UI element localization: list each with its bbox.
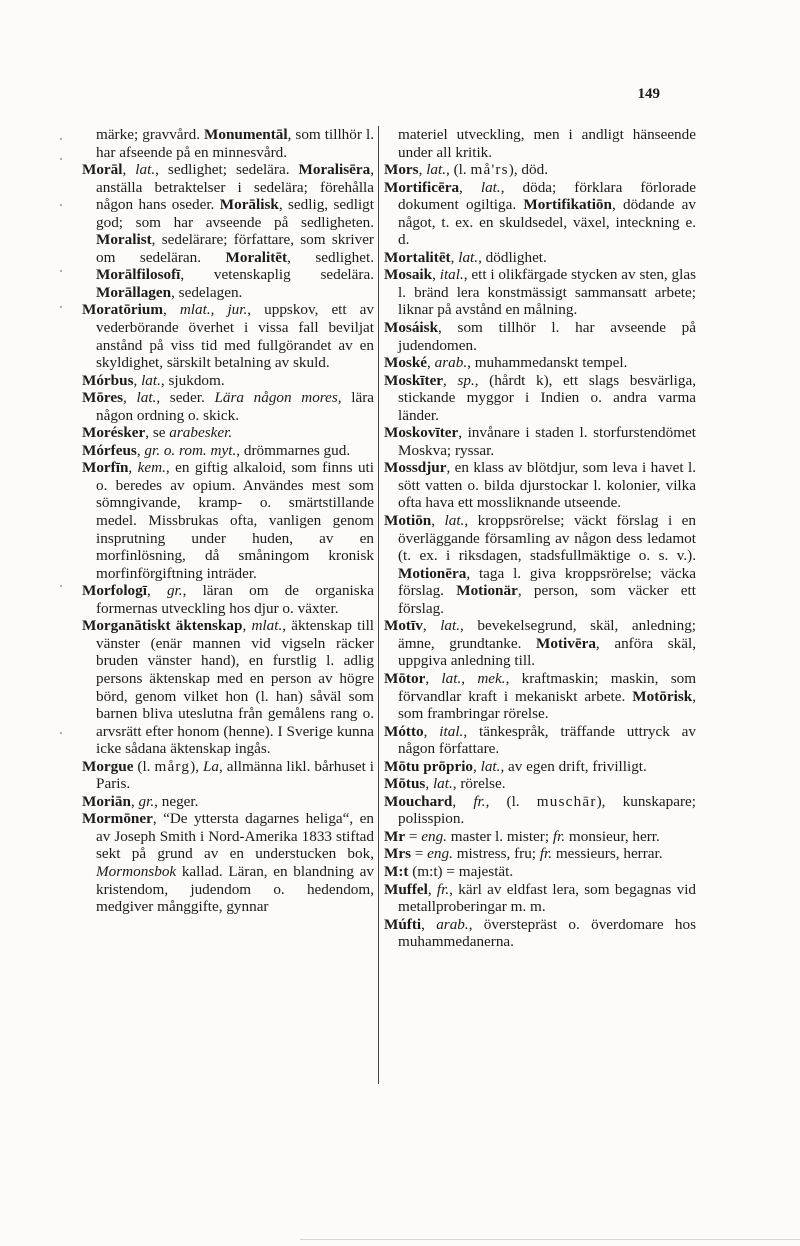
- entry-italic: lat.: [480, 757, 501, 775]
- entry-italic: lat., mek.: [441, 669, 506, 687]
- dictionary-entry: [384, 424, 696, 459]
- entry-text: , döda; förklara förlorade dokument ogiltiga.: [398, 178, 696, 214]
- speck: [60, 270, 62, 272]
- entry-italic: ital.: [439, 266, 464, 284]
- entry-headword: Moriān: [82, 792, 131, 810]
- entry-italic: lat.: [458, 248, 479, 266]
- entry-text: ), kunskapare; polisspion.: [398, 792, 697, 828]
- entry-text: ,: [136, 441, 145, 459]
- speck: [60, 158, 62, 160]
- entry-text: , (hårdt k), ett slags besvärliga, stickande myggor i Indien o. andra varma länder.: [398, 371, 696, 424]
- dictionary-entry: [384, 512, 696, 617]
- dictionary-entry: [82, 424, 374, 442]
- entry-italic: mlat., jur.: [179, 301, 248, 319]
- speck: [60, 306, 62, 308]
- dictionary-entry: [384, 179, 696, 249]
- entry-text: ,: [422, 617, 441, 635]
- entry-text: , uppskov, ett av vederbörande överhet i vissa fall beviljat anstånd på viss tid med fullgörandet av en skyldighet, särskilt betalning av skuld.: [96, 301, 374, 372]
- margin-specks: [60, 130, 68, 830]
- dictionary-entry: [384, 617, 696, 670]
- entry-headword: Moské: [384, 354, 428, 372]
- dictionary-entry: [82, 459, 374, 582]
- dictionary-entry: [82, 793, 374, 811]
- dictionary-entry: [384, 249, 696, 267]
- entry-headword: Morāl: [82, 161, 123, 179]
- entry-text: , tänkespråk, träffande uttryck av någon författare.: [398, 722, 697, 758]
- entry-text: ,: [146, 582, 167, 600]
- entry-text: , rörelse.: [452, 775, 506, 793]
- dictionary-entry: [82, 758, 374, 793]
- entry-text: , dödande av något, t. ex. en skuldsedel, växel, inteckning e. d.: [398, 196, 696, 249]
- entry-text: ),: [190, 757, 203, 775]
- entry-headword: Morganātiskt äktenskap: [82, 617, 243, 635]
- dictionary-entry: [384, 459, 696, 512]
- dictionary-entry: [82, 161, 374, 301]
- entry-headword: Motiōn: [384, 512, 432, 530]
- entry-italic: eng.: [421, 827, 447, 845]
- entry-text: ), död.: [508, 161, 548, 179]
- entry-text: =: [411, 845, 428, 863]
- entry-italic: lat.: [426, 161, 447, 179]
- entry-text: , bevekelsegrund, skäl, anledning; ämne, grundtanke.: [398, 617, 697, 652]
- entry-headword: Moralist: [96, 231, 152, 249]
- speck: [60, 585, 62, 587]
- entry-text: , se: [145, 424, 170, 442]
- entry-italic: lat.: [444, 512, 465, 530]
- entry-text: ,: [450, 248, 459, 266]
- entry-headword: Mr: [384, 827, 406, 845]
- entry-headword: Mosáisk: [384, 319, 439, 337]
- entry-text: ,: [459, 178, 481, 196]
- entry-text: , neger.: [154, 792, 199, 810]
- entry-headword: Mortalitēt: [384, 248, 451, 266]
- entry-italic: Lära någon mores: [214, 389, 338, 407]
- entry-italic: fr.: [473, 792, 486, 810]
- dictionary-entry: [384, 845, 696, 863]
- entry-italic: lat.: [480, 178, 501, 196]
- dictionary-entry: [384, 723, 696, 758]
- entry-italic: mlat.: [251, 617, 283, 635]
- bottom-edge-line: [300, 1239, 800, 1240]
- entry-text: , drömmarnes gud.: [236, 441, 351, 459]
- dictionary-entry: [82, 582, 374, 617]
- entry-headword: Morāllagen: [96, 283, 172, 301]
- entry-headword: Muffel: [384, 880, 428, 898]
- entry-italic: lat.: [135, 161, 156, 179]
- entry-text: , som frambringar rörelse.: [398, 687, 696, 723]
- dictionary-entry: [82, 442, 374, 460]
- entry-text: , “De yttersta dagarnes heliga“, en av Joseph Smith i Nord-Amerika 1833 stiftad sekt på grund av en understucken bok,: [96, 810, 374, 863]
- dictionary-entry: [384, 758, 696, 776]
- entry-headword: Mossdjur: [384, 459, 447, 477]
- entry-text: , ett i olikfärgade stycken av sten, glas l. bränd lera konstmässigt sammansatt arbete; liknar på avstånd en målning.: [398, 266, 696, 319]
- entry-text: ,: [421, 915, 437, 933]
- entry-text: ,: [443, 371, 458, 389]
- dictionary-entry: [384, 266, 696, 319]
- dictionary-entry: [384, 881, 696, 916]
- entry-text: , som tillhör l. har avseende på judendomen.: [398, 319, 696, 354]
- dictionary-entry: [82, 301, 374, 371]
- column-divider: [378, 126, 379, 1084]
- speck: [60, 138, 62, 140]
- entry-italic: gr.: [166, 582, 183, 600]
- entry-headword: Monumentāl: [204, 126, 288, 143]
- entry-headword: Mosaik: [384, 266, 433, 284]
- entry-headword: Mrs: [384, 845, 411, 863]
- entry-headword: Morālisk: [219, 196, 279, 214]
- entry-text: ,: [242, 617, 252, 635]
- entry-text: ,: [123, 389, 137, 407]
- right-column: [384, 126, 696, 951]
- entry-text: , (l.: [485, 792, 537, 810]
- entry-italic: kem.: [137, 459, 166, 477]
- entry-headword: Morgue: [82, 757, 134, 775]
- entry-text: , taga l. giva kroppsrörelse; väcka förslag.: [398, 564, 696, 600]
- entry-text: ,: [431, 512, 445, 530]
- entry-text: , anföra skäl, uppgiva anledning till.: [398, 634, 696, 670]
- entry-headword: Mōtus: [384, 775, 426, 793]
- entry-headword: Moratōrium: [82, 301, 163, 319]
- page-number: 149: [637, 86, 660, 102]
- dictionary-entry: [384, 916, 696, 951]
- entry-text: ,: [452, 792, 474, 810]
- entry-italic: gr. o. rom. myt.: [144, 441, 237, 459]
- entry-text: , äktenskap till vänster (enär mannen vid vigseln räcker bruden vänster hand), en furstlig l. adlig persons äktenskap med en person av högre börd, genom vilket hon (l. han) såväl som barnen bliva uteslutna från gemålens rang o. arvsrätt efter honom (henne). I Sverige kunna icke sådana äktenskap ingås.: [96, 617, 375, 758]
- entry-text: ,: [162, 301, 180, 319]
- entry-text: kallad. Läran, en blandning av kristendom, judendom o. hedendom, medgiver månggifte, gynnar: [96, 862, 374, 916]
- entry-text: , person, som väcker ett förslag.: [398, 582, 696, 617]
- entry-text: monsieur, herr.: [565, 827, 660, 845]
- entry-headword: Moralitēt: [225, 248, 288, 266]
- entry-pronunciation: mårg: [154, 757, 191, 775]
- entry-text: =: [405, 827, 422, 845]
- entry-text: messieurs, herrar.: [552, 845, 663, 863]
- entry-text: ,: [133, 371, 142, 389]
- dictionary-entry: [82, 372, 374, 390]
- dictionary-entry: [384, 372, 696, 425]
- entry-text: , sedelagen.: [171, 283, 243, 301]
- dictionary-entry: [384, 354, 696, 372]
- entry-text: , sedelärare; författare, som skriver om sedeläran.: [96, 231, 374, 266]
- entry-text: , kroppsrörelse; väckt förslag i en överläggande församling av någon dess ledamot (t. ex. i riksdagen, stadsfullmäktige o. s. v.).: [398, 512, 696, 565]
- entry-italic: sp.: [457, 371, 475, 389]
- entry-headword: Mórbus: [82, 371, 134, 389]
- entry-headword: Moralisēra: [298, 161, 371, 179]
- entry-italic: lat.: [432, 775, 453, 793]
- entry-italic: fr.: [436, 880, 450, 898]
- entry-text: , av egen drift, frivilligt.: [500, 757, 647, 775]
- dictionary-entry: [384, 670, 696, 723]
- entry-text: , (l.: [446, 161, 471, 179]
- entry-text: ,: [423, 722, 440, 740]
- dictionary-entry: [384, 828, 696, 846]
- dictionary-entry: [384, 775, 696, 793]
- entry-headword: Moskovīter: [384, 424, 459, 442]
- entry-text: , sedlighet.: [287, 248, 374, 266]
- entry-text: mistress, fru;: [452, 845, 540, 863]
- entry-headword: Mōres: [82, 389, 124, 407]
- entry-text: , kärl av eldfast lera, som begagnas vid metallproberingar m. m.: [398, 880, 697, 916]
- dictionary-entry: [82, 617, 374, 757]
- entry-text: ,: [425, 669, 442, 687]
- entry-italic: eng.: [427, 845, 453, 863]
- entry-italic: Mormonsbok: [96, 862, 177, 880]
- entry-headword: Morfologī: [82, 582, 147, 600]
- entry-pronunciation: muschār: [536, 792, 597, 810]
- entry-text: , muhammedanskt tempel.: [467, 354, 628, 372]
- entry-italic: ital.: [439, 722, 464, 740]
- dictionary-entry: [384, 793, 696, 828]
- entry-headword: Motionär: [456, 582, 518, 600]
- entry-headword: Motionēra: [398, 564, 467, 582]
- entry-italic: fr.: [552, 827, 566, 845]
- dictionary-entry: [384, 863, 696, 881]
- entry-headword: Mouchard: [384, 792, 453, 810]
- entry-text: , lära någon ordning o. skick.: [96, 389, 374, 424]
- entry-text: , läran om de organiska formernas utveckling hos djur o. växter.: [96, 582, 375, 617]
- entry-headword: Múfti: [384, 915, 422, 933]
- entry-text: ,: [473, 757, 481, 775]
- speck: [60, 732, 62, 734]
- entry-pronunciation: må'rs: [470, 161, 509, 179]
- entry-headword: Mortificēra: [384, 178, 460, 196]
- entry-headword: Mōtu prōprio: [384, 757, 474, 775]
- entry-italic: lat.: [136, 389, 157, 407]
- entry-text: , vetenskaplig sedelära.: [180, 266, 374, 284]
- entry-text: , överstepräst o. överdomare hos muhammedanerna.: [398, 915, 696, 951]
- entry-text: , sedlighet; sedelära.: [155, 161, 299, 179]
- entry-headword: Morfīn: [82, 459, 129, 477]
- entry-headword: Mors: [384, 161, 419, 179]
- entry-headword: Mōtor: [384, 669, 426, 687]
- dictionary-entry: [82, 810, 374, 915]
- entry-text: , sedlig, sedligt god; som har avseende på sedligheten.: [96, 196, 374, 231]
- entry-text: (m:t) = majestät.: [408, 862, 514, 880]
- entry-headword: Mortifikatiōn: [523, 196, 612, 214]
- entry-italic: La: [202, 757, 220, 775]
- entry-text: , sjukdom.: [160, 371, 225, 389]
- entry-headword: Motivēra: [536, 634, 596, 652]
- entry-italic: arabesker.: [169, 424, 233, 442]
- entry-headword: Motīv: [384, 617, 423, 635]
- entry-text: (l.: [133, 757, 155, 775]
- entry-headword: Mormōner: [82, 810, 153, 828]
- entry-italic: lat.: [440, 617, 461, 635]
- entry-text: , invånare i staden l. storfurstendömet Moskva; ryssar.: [398, 424, 696, 459]
- entry-text: , som tillhör l. har afseende på en minnesvård.: [96, 126, 374, 161]
- entry-headword: Mórfeus: [82, 441, 137, 459]
- entry-text: , seder.: [156, 389, 215, 407]
- entry-text: ,: [427, 880, 437, 898]
- left-column: [82, 126, 374, 916]
- dictionary-entry: [384, 161, 696, 179]
- entry-text: ,: [130, 792, 139, 810]
- entry-italic: fr.: [539, 845, 553, 863]
- entry-text: , en klass av blötdjur, som leva i havet l. sött vatten o. bilda djurstockar l. kolonier, vilka ofta hava ett mossliknande utseende.: [398, 459, 696, 512]
- entry-italic: lat.: [141, 371, 161, 389]
- entry-text: master l. mister;: [446, 827, 553, 845]
- entry-text: , allmänna likl. bårhuset i Paris.: [96, 757, 375, 793]
- entry-text: , dödlighet.: [478, 248, 547, 266]
- entry-headword: M:t: [384, 862, 409, 880]
- entry-text: , anställa betraktelser i sedelära; förehålla någon hans oseder.: [96, 161, 375, 214]
- entry-headword: Motōrisk: [632, 687, 693, 705]
- entry-text: ,: [425, 775, 433, 793]
- entry-text: , en giftig alkaloid, som finns uti o. beredes av opium. Användes mest som sömngivande, kramp- o. smärtstillande medel. Missbrukas ofta, vanligen genom insprutning under huden, av en morfinlösning, då småningom kronisk morfinförgiftning inträder.: [96, 459, 374, 582]
- dictionary-entry: [82, 389, 374, 424]
- entry-text: ,: [122, 161, 136, 179]
- entry-text: märke; gravvård.: [96, 126, 205, 143]
- entry-headword: Morālfilosofī: [96, 266, 181, 284]
- dictionary-entry: [384, 126, 696, 161]
- entry-italic: gr.: [138, 792, 155, 810]
- entry-headword: Morésker: [82, 424, 146, 442]
- speck: [60, 204, 62, 206]
- entry-text: , kraftmaskin; maskin, som förvandlar kraft i mekaniskt arbete.: [398, 669, 697, 705]
- dictionary-entry: [384, 319, 696, 354]
- entry-text: ,: [432, 266, 440, 284]
- dictionary-entry: [82, 126, 374, 161]
- entry-text: ,: [128, 459, 138, 477]
- entry-italic: arab.: [436, 915, 469, 933]
- entry-text: ,: [418, 161, 427, 179]
- entry-italic: arab.: [434, 354, 468, 372]
- entry-headword: Moskīter: [384, 371, 444, 389]
- entry-text: materiel utveckling, men i andligt hänseende under all kritik.: [398, 126, 696, 161]
- entry-headword: Mótto: [384, 722, 424, 740]
- entry-text: ,: [427, 354, 435, 372]
